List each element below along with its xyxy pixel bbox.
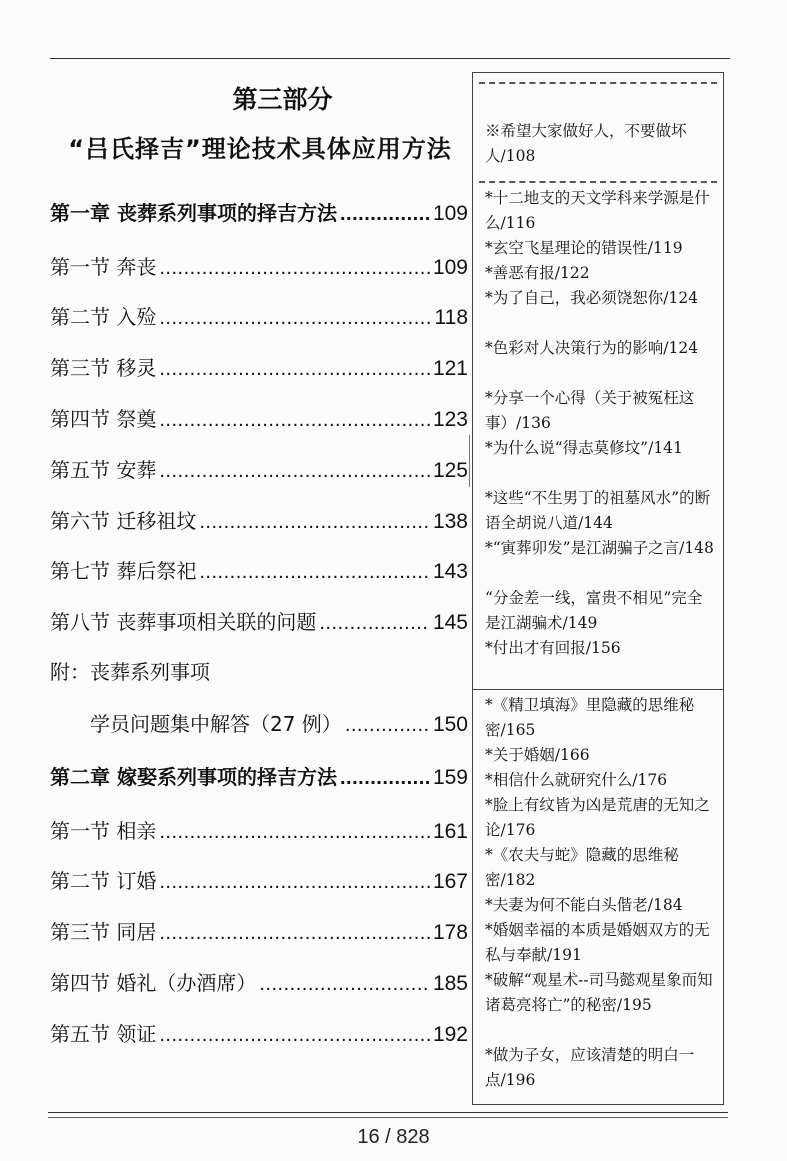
toc-leader-dots [159, 821, 430, 844]
sidebar-note: *关于婚姻/166 [485, 746, 590, 764]
part-title: 第三部分 [232, 85, 333, 114]
toc-entry-title: 第二节 入殓 [50, 305, 157, 329]
toc-entry-title: 第二章 嫁娶系列事项的择吉方法 [50, 765, 337, 789]
toc-entry-page: 123 [432, 408, 468, 431]
toc-entry-page: 121 [432, 357, 468, 380]
toc-entry-page: 167 [432, 870, 468, 893]
toc-leader-dots [199, 561, 430, 584]
toc-entry-section[interactable] [50, 606, 468, 635]
toc-leader-dots [159, 922, 430, 945]
toc-leader-dots [345, 714, 430, 737]
sidebar-note: ※希望大家做好人，不要做坏人/108 [485, 122, 687, 165]
toc-entry-section[interactable] [50, 865, 468, 894]
toc-entry-title: 第五节 领证 [50, 1022, 157, 1046]
toc-entry-section[interactable] [50, 251, 468, 280]
toc-entry-page: 159 [432, 766, 468, 789]
toc-entry-page: 109 [432, 256, 468, 279]
toc-leader-dots [340, 767, 430, 790]
toc-entry-chapter-1[interactable] [50, 197, 468, 226]
sidebar-notes-box [472, 72, 724, 1105]
sidebar-note: *脸上有纹皆为凶是荒唐的无知之论/176 [485, 796, 710, 839]
sidebar-note: *为了自己，我必须饶恕你/124 [485, 289, 699, 307]
part-subtitle: “吕氏择吉”理论技术具体应用方法 [68, 135, 452, 163]
toc-entry-page: 145 [432, 611, 468, 634]
toc-entry-section[interactable] [50, 352, 468, 381]
toc-entry-page: 143 [432, 560, 468, 583]
toc-leader-dots [340, 203, 430, 226]
toc-entry-section[interactable] [50, 1018, 468, 1047]
toc-entry-section[interactable] [50, 555, 468, 584]
toc-entry-section[interactable] [50, 967, 468, 996]
sidebar-note: *破解“观星术--司马懿观星象而知诸葛亮将亡”的秘密/195 [485, 971, 713, 1014]
toc-entry-page: 161 [432, 820, 468, 843]
toc-entry-page: 192 [432, 1023, 468, 1046]
sidebar-note: “分金差一线，富贵不相见”完全是江湖骗术/149 [485, 589, 703, 632]
toc-entry-title: 第四节 婚礼（办酒席） [50, 971, 257, 995]
toc-entry-appendix[interactable] [50, 708, 468, 737]
toc-entry-title: 第二节 订婚 [50, 869, 157, 893]
toc-entry-section[interactable] [50, 454, 468, 483]
sidebar-note: *“寅葬卯发”是江湖骗子之言/148 [485, 539, 714, 557]
toc-entry-section[interactable] [50, 301, 468, 330]
toc-entry-title: 第四节 祭奠 [50, 407, 157, 431]
toc-entry-page: 109 [432, 202, 468, 225]
toc-leader-dots [199, 511, 430, 534]
toc-entry-title: 第六节 迁移祖坟 [50, 509, 197, 533]
toc-leader-dots [159, 1024, 430, 1047]
sidebar-note: *十二地支的天文学科来学源是什么/116 [485, 189, 710, 232]
toc-appendix-heading: 附：丧葬系列事项 [50, 660, 210, 684]
footer-rule [48, 1112, 728, 1118]
toc-entry-title: 第一节 奔丧 [50, 255, 157, 279]
sidebar-divider [473, 689, 723, 690]
toc-leader-dots [259, 973, 430, 996]
sidebar-divider [479, 82, 717, 84]
toc-entry-title: 第一章 丧葬系列事项的择吉方法 [50, 201, 337, 225]
toc-entry-title: 第五节 安葬 [50, 458, 157, 482]
toc-entry-title: 第三节 移灵 [50, 356, 157, 380]
sidebar-margin-mark [469, 435, 470, 487]
toc-entry-page: 150 [432, 713, 468, 736]
toc-entry-page: 125 [432, 459, 468, 482]
toc-leader-dots [159, 871, 430, 894]
sidebar-note: *分享一个心得（关于被冤枉这事）/136 [485, 389, 695, 432]
toc-leader-dots [159, 358, 430, 381]
sidebar-note: *相信什么就研究什么/176 [485, 771, 668, 789]
sidebar-note: *《精卫填海》里隐藏的思维秘密/165 [485, 696, 695, 739]
toc-leader-dots [159, 409, 430, 432]
toc-entry-section[interactable] [50, 916, 468, 945]
toc-entry-section[interactable] [50, 815, 468, 844]
toc-entry-section[interactable] [50, 403, 468, 432]
toc-entry-page: 185 [432, 972, 468, 995]
toc-entry-page: 138 [432, 510, 468, 533]
header-rule [50, 58, 730, 59]
toc-entry-title: 第七节 葬后祭祀 [50, 559, 197, 583]
toc-leader-dots [159, 257, 430, 280]
toc-leader-dots [319, 612, 430, 635]
toc-leader-dots [159, 307, 431, 330]
toc-entry-page: 178 [432, 921, 468, 944]
toc-entry-page: 118 [434, 306, 468, 329]
page-number: 16 / 828 [357, 1126, 430, 1148]
sidebar-note: *玄空飞星理论的错误性/119 [485, 239, 683, 257]
toc-entry-title: 学员问题集中解答（27 例） [90, 712, 342, 736]
toc-entry-title: 第八节 丧葬事项相关联的问题 [50, 610, 317, 634]
toc-entry-title: 第三节 同居 [50, 920, 157, 944]
sidebar-note: *色彩对人决策行为的影响/124 [485, 339, 699, 357]
toc-leader-dots [159, 460, 430, 483]
sidebar-note: *《农夫与蛇》隐藏的思维秘密/182 [485, 846, 679, 889]
sidebar-note: *做为子女，应该清楚的明白一点/196 [485, 1046, 695, 1089]
toc-entry-section[interactable] [50, 505, 468, 534]
toc-entry-title: 第一节 相亲 [50, 819, 157, 843]
sidebar-note: *婚姻幸福的本质是婚姻双方的无私与奉献/191 [485, 921, 710, 964]
sidebar-note: *为什么说“得志莫修坟”/141 [485, 439, 683, 457]
sidebar-note: *夫妻为何不能白头偕老/184 [485, 896, 683, 914]
sidebar-note: *这些“不生男丁的祖墓风水”的断语全胡说八道/144 [485, 489, 711, 532]
sidebar-note: *善恶有报/122 [485, 264, 590, 282]
sidebar-divider [479, 181, 717, 183]
toc-entry-chapter-2[interactable] [50, 761, 468, 790]
sidebar-note: *付出才有回报/156 [485, 639, 621, 657]
